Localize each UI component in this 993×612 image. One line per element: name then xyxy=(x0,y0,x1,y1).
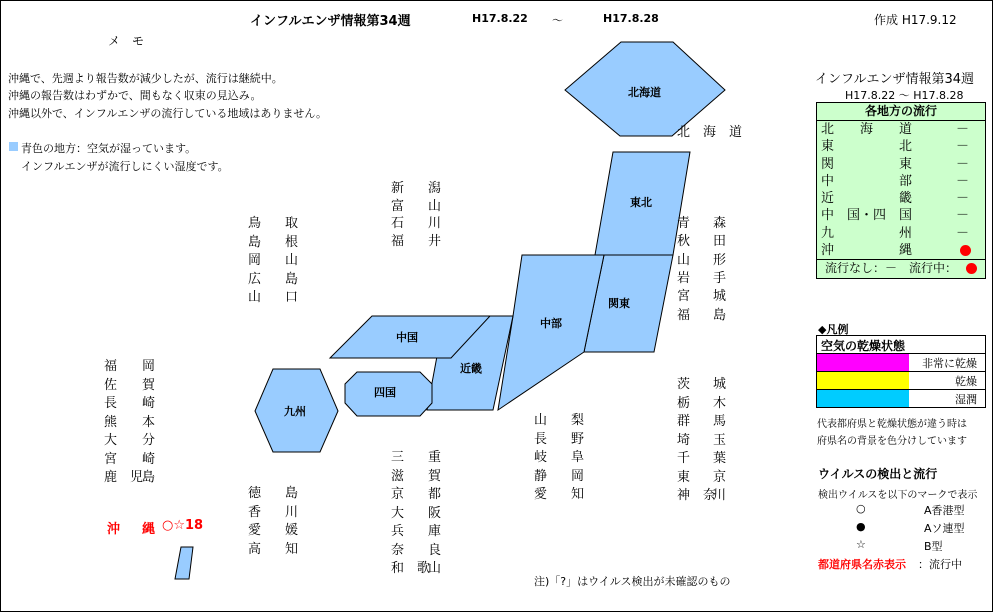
memo-line: 沖縄の報告数はわずかで、間もなく収束の見込み。 xyxy=(8,89,262,102)
status-value: － xyxy=(955,156,969,172)
pref-name-second: 島 xyxy=(142,470,156,485)
period-tilde: ～ xyxy=(552,14,563,27)
pref-okinawa-second: 縄 xyxy=(142,522,156,537)
pref-name-first: 群 xyxy=(677,414,691,429)
status-region-name: 中 国・四 国 xyxy=(821,208,913,224)
pref-name-second: 森 xyxy=(713,216,727,231)
pref-name-first: 福 xyxy=(677,307,691,323)
pref-name-second: 島 xyxy=(713,307,727,323)
pref-name-first: 茨 xyxy=(677,377,691,392)
status-region-name: 東 北 xyxy=(821,139,913,155)
air-label: 非常に乾燥 xyxy=(922,357,977,370)
memo-line: 沖縄以外で、インフルエンザの流行している地域はありません。 xyxy=(8,107,327,120)
pref-name-first: 宮 xyxy=(104,451,118,467)
status-row xyxy=(817,121,985,138)
pref-name-first: 宮 xyxy=(677,289,691,305)
status-region-name: 北 海 道 xyxy=(821,122,913,137)
air-legend-row xyxy=(816,371,986,390)
pref-name-second: 手 xyxy=(713,270,727,286)
region-label-kyushu: 九州 xyxy=(284,405,306,418)
pref-name-second: 山 xyxy=(428,561,442,576)
pref-name-second: 田 xyxy=(713,234,727,250)
status-value: － xyxy=(955,122,969,137)
pref-name-second: 井 xyxy=(428,234,442,250)
status-footer-text: 流行なし：－ 流行中： xyxy=(825,261,958,276)
pref-name-second: 葉 xyxy=(713,451,727,466)
status-footer xyxy=(817,259,985,277)
pref-name-first: 愛 xyxy=(248,523,262,538)
pref-name-first: 和 歌 xyxy=(391,561,431,576)
pref-name-second: 岡 xyxy=(142,359,156,374)
pref-name-second: 知 xyxy=(571,487,585,502)
pref-name-first: 栃 xyxy=(677,395,691,411)
air-swatch xyxy=(817,390,909,407)
pref-name-first: 山 xyxy=(677,252,691,268)
pref-name-second: 重 xyxy=(428,450,442,465)
pref-name-second: 都 xyxy=(428,487,442,502)
pref-name-first: 高 xyxy=(248,541,262,557)
status-value: － xyxy=(955,208,969,224)
pref-name-first: 京 xyxy=(391,487,405,502)
air-title xyxy=(816,335,986,354)
pref-name-second: 野 xyxy=(571,431,585,447)
pref-name-first: 熊 xyxy=(104,414,118,430)
pref-name-first: 石 xyxy=(391,216,405,232)
pref-name-first: 長 xyxy=(534,431,548,447)
pref-name-second: 分 xyxy=(142,433,156,448)
status-region-name: 沖 縄 xyxy=(821,243,913,259)
pref-name-second: 玉 xyxy=(713,432,727,448)
pref-name-second: 崎 xyxy=(142,451,156,467)
pref-name-first: 静 xyxy=(534,468,548,484)
pref-name-second: 城 xyxy=(713,289,727,305)
status-value: － xyxy=(955,225,969,241)
region-label-chubu: 中部 xyxy=(540,317,562,330)
pref-name-second: 川 xyxy=(428,216,442,232)
pref-name-first: 奈 xyxy=(391,542,405,558)
pref-name-first: 兵 xyxy=(391,524,405,539)
region-label-chugoku: 中国 xyxy=(396,331,418,344)
page-title: インフルエンザ情報第34週 xyxy=(250,14,411,29)
region-chubu xyxy=(498,255,604,410)
blue-note: 青色の地方：空気が湿っています。 xyxy=(21,142,197,155)
air-title-text: 空気の乾燥状態 xyxy=(821,339,906,353)
pref-name-second: 庫 xyxy=(428,524,442,539)
pref-name-second: 木 xyxy=(713,395,727,411)
pref-name-second: 潟 xyxy=(428,181,442,196)
air-legend-row xyxy=(816,353,986,372)
status-row xyxy=(817,225,985,242)
outbreak-dot-icon xyxy=(966,263,977,274)
pref-name-first: 千 xyxy=(677,451,691,466)
pref-name-first: 新 xyxy=(391,181,405,196)
memo-line: 沖縄で、先週より報告数が減少したが、流行は継続中。 xyxy=(8,72,283,85)
pref-name-first: 山 xyxy=(248,290,262,305)
status-header: 各地方の流行 xyxy=(817,103,985,121)
air-legend-row xyxy=(816,389,986,408)
pref-name-first: 佐 xyxy=(104,377,118,393)
status-region-name: 近 畿 xyxy=(821,191,913,207)
created-date: 作成 H17.9.12 xyxy=(874,13,957,27)
pref-hokkaido: 北 海 道 xyxy=(677,125,743,140)
pref-name-first: 東 xyxy=(677,469,691,485)
pref-name-first: 大 xyxy=(104,433,118,448)
status-row xyxy=(817,156,985,173)
period-start: H17.8.22 xyxy=(472,12,528,25)
pref-name-second: 賀 xyxy=(428,468,442,484)
pref-name-second: 川 xyxy=(713,488,727,503)
status-region-name: 九 州 xyxy=(821,225,913,241)
virus-intro: 検出ウイルスを以下のマークで表示 xyxy=(818,490,978,501)
virus-footnote: 注)「?」はウイルス検出が未確認のもの xyxy=(534,575,731,588)
air-swatch xyxy=(817,354,909,371)
air-label: 湿潤 xyxy=(955,393,977,406)
region-label-kinki: 近畿 xyxy=(460,362,482,375)
pref-name-first: 福 xyxy=(104,359,118,374)
pref-name-first: 徳 xyxy=(248,486,262,501)
panel-title: インフルエンザ情報第34週 xyxy=(815,72,975,87)
status-value: － xyxy=(955,139,969,155)
pref-name-second: 梨 xyxy=(571,413,585,428)
pref-name-second: 島 xyxy=(285,486,299,501)
status-value: － xyxy=(955,191,969,207)
air-note: 府県名の背景を色分けしています xyxy=(817,436,967,447)
pref-name-second: 阜 xyxy=(571,450,585,465)
pref-name-second: 根 xyxy=(285,234,299,250)
pref-name-second: 川 xyxy=(285,504,299,520)
pref-name-first: 福 xyxy=(391,234,405,250)
period-end: H17.8.28 xyxy=(603,12,659,25)
virus-type-label: A香港型 xyxy=(924,504,965,517)
region-okinawa xyxy=(175,547,193,579)
virus-mark-icon: ○ xyxy=(856,502,866,515)
pref-name-first: 神 奈 xyxy=(677,488,717,503)
pref-name-second: 阪 xyxy=(428,505,442,521)
pref-name-first: 鳥 xyxy=(248,216,262,231)
virus-type-label: Aソ連型 xyxy=(924,522,965,535)
virus-mark-icon: ☆ xyxy=(856,538,866,551)
pref-name-second: 賀 xyxy=(142,377,156,393)
pref-name-first: 岩 xyxy=(677,270,691,286)
status-region-name: 中 部 xyxy=(821,173,913,189)
region-label-hokkaido: 北海道 xyxy=(628,86,661,99)
pref-name-second: 崎 xyxy=(142,396,156,411)
pref-name-second: 取 xyxy=(285,216,299,231)
pref-name-first: 大 xyxy=(391,505,405,521)
outbreak-rest-label: ：流行中 xyxy=(918,558,962,571)
air-note: 代表都府県と乾燥状態が違う時は xyxy=(817,419,967,430)
status-row xyxy=(817,207,985,224)
status-value: － xyxy=(955,173,969,189)
pref-name-second: 山 xyxy=(428,198,442,214)
region-label-tohoku: 東北 xyxy=(630,196,652,209)
pref-name-second: 島 xyxy=(285,271,299,287)
pref-okinawa-first: 沖 xyxy=(107,522,121,537)
pref-name-second: 口 xyxy=(285,290,299,305)
pref-name-second: 岡 xyxy=(571,468,585,484)
region-label-shikoku: 四国 xyxy=(374,386,396,399)
air-label: 乾燥 xyxy=(955,375,977,388)
pref-name-first: 滋 xyxy=(391,468,405,484)
virus-type-label: B型 xyxy=(924,540,943,553)
status-table xyxy=(816,102,986,279)
okinawa-virus-mark: ○☆18 xyxy=(162,518,204,533)
pref-name-second: 城 xyxy=(713,377,727,392)
legend-title: ◆凡例 xyxy=(818,323,849,336)
pref-name-first: 香 xyxy=(248,504,262,520)
pref-name-second: 媛 xyxy=(285,523,299,538)
pref-name-first: 青 xyxy=(677,216,691,231)
region-label-kanto: 関東 xyxy=(608,297,630,310)
pref-name-first: 三 xyxy=(391,450,405,465)
pref-name-first: 埼 xyxy=(677,432,691,448)
pref-name-first: 広 xyxy=(248,271,262,287)
status-row xyxy=(817,173,985,190)
virus-title: ウイルスの検出と流行 xyxy=(818,467,938,481)
air-swatch xyxy=(817,372,909,389)
blue-note: インフルエンザが流行しにくい湿度です。 xyxy=(21,160,229,173)
memo-label: メ モ xyxy=(108,34,145,48)
pref-name-first: 島 xyxy=(248,234,262,250)
virus-mark-icon: ● xyxy=(856,520,866,533)
pref-name-second: 本 xyxy=(142,414,156,430)
status-row xyxy=(817,242,985,259)
outbreak-dot-icon xyxy=(960,245,971,256)
pref-name-first: 富 xyxy=(391,198,405,214)
panel-period: H17.8.22 ～ H17.8.28 xyxy=(845,89,964,102)
pref-name-first: 山 xyxy=(534,413,548,428)
pref-name-first: 鹿 児 xyxy=(104,470,144,485)
pref-name-second: 良 xyxy=(428,542,442,558)
outbreak-red-label: 都道府県名赤表示 xyxy=(818,558,906,571)
pref-name-first: 愛 xyxy=(534,487,548,502)
pref-name-second: 知 xyxy=(285,541,299,557)
status-region-name: 関 東 xyxy=(821,156,913,172)
status-row xyxy=(817,138,985,155)
pref-name-first: 岡 xyxy=(248,253,262,268)
pref-name-second: 山 xyxy=(285,253,299,268)
pref-name-second: 馬 xyxy=(713,414,727,429)
pref-name-second: 京 xyxy=(713,469,727,485)
pref-name-first: 秋 xyxy=(677,234,691,250)
pref-name-first: 長 xyxy=(104,396,118,411)
status-row xyxy=(817,190,985,207)
pref-name-second: 形 xyxy=(713,252,727,268)
pref-name-first: 岐 xyxy=(534,450,548,465)
